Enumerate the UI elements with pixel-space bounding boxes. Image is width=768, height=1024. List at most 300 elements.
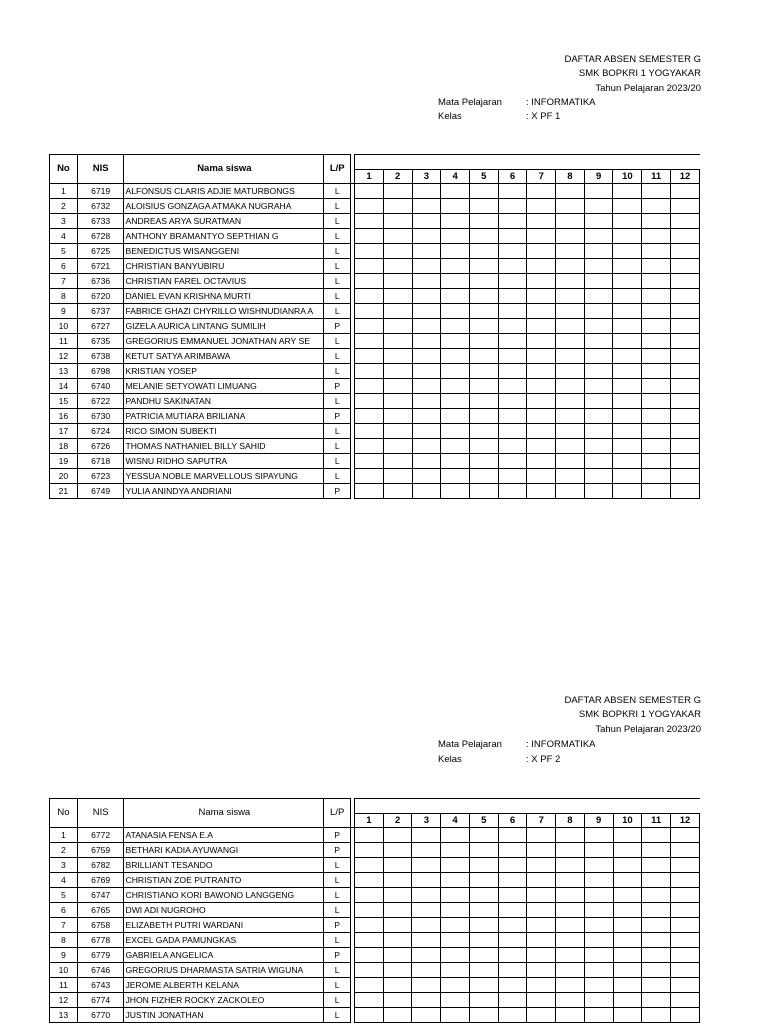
attendance-cell[interactable] [412, 1008, 441, 1023]
attendance-cell[interactable] [671, 349, 700, 364]
attendance-cell[interactable] [441, 843, 470, 858]
attendance-cell[interactable] [527, 963, 556, 978]
attendance-cell[interactable] [383, 274, 412, 289]
attendance-cell[interactable] [527, 319, 556, 334]
attendance-cell[interactable] [671, 199, 700, 214]
attendance-cell[interactable] [441, 304, 470, 319]
attendance-cell[interactable] [584, 409, 613, 424]
attendance-cell[interactable] [584, 469, 613, 484]
attendance-cell[interactable] [671, 918, 700, 933]
attendance-cell[interactable] [383, 454, 412, 469]
attendance-cell[interactable] [469, 184, 498, 199]
attendance-cell[interactable] [469, 304, 498, 319]
attendance-cell[interactable] [556, 903, 585, 918]
attendance-cell[interactable] [412, 199, 441, 214]
attendance-cell[interactable] [642, 843, 671, 858]
attendance-cell[interactable] [383, 963, 412, 978]
attendance-cell[interactable] [556, 214, 585, 229]
attendance-cell[interactable] [671, 963, 700, 978]
attendance-cell[interactable] [441, 873, 470, 888]
attendance-cell[interactable] [412, 184, 441, 199]
attendance-cell[interactable] [355, 184, 384, 199]
attendance-cell[interactable] [441, 978, 470, 993]
attendance-cell[interactable] [412, 843, 441, 858]
attendance-cell[interactable] [527, 903, 556, 918]
attendance-cell[interactable] [527, 304, 556, 319]
attendance-cell[interactable] [613, 259, 642, 274]
attendance-cell[interactable] [556, 424, 585, 439]
attendance-cell[interactable] [383, 439, 412, 454]
attendance-cell[interactable] [527, 948, 556, 963]
attendance-cell[interactable] [469, 843, 498, 858]
attendance-cell[interactable] [498, 244, 527, 259]
attendance-cell[interactable] [613, 454, 642, 469]
attendance-cell[interactable] [469, 858, 498, 873]
attendance-cell[interactable] [527, 454, 556, 469]
attendance-cell[interactable] [469, 484, 498, 499]
attendance-cell[interactable] [642, 289, 671, 304]
attendance-cell[interactable] [556, 289, 585, 304]
attendance-cell[interactable] [613, 933, 642, 948]
attendance-cell[interactable] [584, 184, 613, 199]
attendance-cell[interactable] [613, 379, 642, 394]
attendance-cell[interactable] [671, 289, 700, 304]
attendance-cell[interactable] [383, 469, 412, 484]
attendance-cell[interactable] [671, 873, 700, 888]
attendance-cell[interactable] [556, 933, 585, 948]
attendance-cell[interactable] [441, 903, 470, 918]
attendance-cell[interactable] [527, 289, 556, 304]
attendance-cell[interactable] [613, 244, 642, 259]
attendance-cell[interactable] [383, 858, 412, 873]
attendance-cell[interactable] [412, 828, 441, 843]
attendance-cell[interactable] [556, 858, 585, 873]
attendance-cell[interactable] [671, 244, 700, 259]
attendance-cell[interactable] [383, 379, 412, 394]
attendance-cell[interactable] [527, 828, 556, 843]
attendance-cell[interactable] [527, 888, 556, 903]
attendance-cell[interactable] [556, 199, 585, 214]
attendance-cell[interactable] [613, 304, 642, 319]
attendance-cell[interactable] [412, 469, 441, 484]
attendance-cell[interactable] [355, 394, 384, 409]
attendance-cell[interactable] [671, 214, 700, 229]
attendance-cell[interactable] [412, 274, 441, 289]
attendance-cell[interactable] [469, 244, 498, 259]
attendance-cell[interactable] [584, 963, 613, 978]
attendance-cell[interactable] [441, 484, 470, 499]
attendance-cell[interactable] [383, 304, 412, 319]
attendance-cell[interactable] [584, 1008, 613, 1023]
attendance-cell[interactable] [556, 244, 585, 259]
attendance-cell[interactable] [527, 349, 556, 364]
attendance-cell[interactable] [412, 888, 441, 903]
attendance-cell[interactable] [441, 319, 470, 334]
attendance-cell[interactable] [642, 229, 671, 244]
attendance-cell[interactable] [556, 319, 585, 334]
attendance-cell[interactable] [642, 858, 671, 873]
attendance-cell[interactable] [584, 454, 613, 469]
attendance-cell[interactable] [498, 349, 527, 364]
attendance-cell[interactable] [584, 274, 613, 289]
attendance-cell[interactable] [441, 828, 470, 843]
attendance-cell[interactable] [613, 214, 642, 229]
attendance-cell[interactable] [412, 289, 441, 304]
attendance-cell[interactable] [498, 948, 527, 963]
attendance-cell[interactable] [642, 274, 671, 289]
attendance-cell[interactable] [671, 454, 700, 469]
attendance-cell[interactable] [383, 259, 412, 274]
attendance-cell[interactable] [642, 469, 671, 484]
attendance-cell[interactable] [556, 229, 585, 244]
attendance-cell[interactable] [556, 454, 585, 469]
attendance-cell[interactable] [556, 334, 585, 349]
attendance-cell[interactable] [584, 918, 613, 933]
attendance-cell[interactable] [642, 963, 671, 978]
attendance-cell[interactable] [383, 993, 412, 1008]
attendance-cell[interactable] [527, 394, 556, 409]
attendance-cell[interactable] [441, 334, 470, 349]
attendance-cell[interactable] [441, 933, 470, 948]
attendance-cell[interactable] [613, 424, 642, 439]
attendance-cell[interactable] [355, 214, 384, 229]
attendance-cell[interactable] [498, 828, 527, 843]
attendance-cell[interactable] [642, 1008, 671, 1023]
attendance-cell[interactable] [556, 349, 585, 364]
attendance-cell[interactable] [498, 469, 527, 484]
attendance-cell[interactable] [441, 229, 470, 244]
attendance-cell[interactable] [498, 1008, 527, 1023]
attendance-cell[interactable] [469, 349, 498, 364]
attendance-cell[interactable] [671, 259, 700, 274]
attendance-cell[interactable] [584, 903, 613, 918]
attendance-cell[interactable] [613, 274, 642, 289]
attendance-cell[interactable] [584, 379, 613, 394]
attendance-cell[interactable] [498, 858, 527, 873]
attendance-cell[interactable] [642, 379, 671, 394]
attendance-cell[interactable] [671, 933, 700, 948]
attendance-cell[interactable] [469, 334, 498, 349]
attendance-cell[interactable] [441, 244, 470, 259]
attendance-cell[interactable] [642, 903, 671, 918]
attendance-cell[interactable] [355, 873, 384, 888]
attendance-cell[interactable] [556, 409, 585, 424]
attendance-cell[interactable] [441, 454, 470, 469]
attendance-cell[interactable] [671, 394, 700, 409]
attendance-cell[interactable] [613, 993, 642, 1008]
attendance-cell[interactable] [613, 828, 642, 843]
attendance-cell[interactable] [556, 364, 585, 379]
attendance-cell[interactable] [613, 903, 642, 918]
attendance-cell[interactable] [527, 409, 556, 424]
attendance-cell[interactable] [584, 304, 613, 319]
attendance-cell[interactable] [441, 199, 470, 214]
attendance-cell[interactable] [383, 199, 412, 214]
attendance-cell[interactable] [556, 259, 585, 274]
attendance-cell[interactable] [383, 334, 412, 349]
attendance-cell[interactable] [498, 993, 527, 1008]
attendance-cell[interactable] [642, 319, 671, 334]
attendance-cell[interactable] [412, 933, 441, 948]
attendance-cell[interactable] [498, 933, 527, 948]
attendance-cell[interactable] [584, 828, 613, 843]
attendance-cell[interactable] [355, 963, 384, 978]
attendance-cell[interactable] [383, 349, 412, 364]
attendance-cell[interactable] [498, 214, 527, 229]
attendance-cell[interactable] [498, 304, 527, 319]
attendance-cell[interactable] [498, 484, 527, 499]
attendance-cell[interactable] [613, 349, 642, 364]
attendance-cell[interactable] [498, 888, 527, 903]
attendance-cell[interactable] [556, 439, 585, 454]
attendance-cell[interactable] [527, 199, 556, 214]
attendance-cell[interactable] [441, 409, 470, 424]
attendance-cell[interactable] [527, 993, 556, 1008]
attendance-cell[interactable] [355, 334, 384, 349]
attendance-cell[interactable] [383, 1008, 412, 1023]
attendance-cell[interactable] [498, 199, 527, 214]
attendance-cell[interactable] [671, 1008, 700, 1023]
attendance-cell[interactable] [412, 319, 441, 334]
attendance-cell[interactable] [642, 948, 671, 963]
attendance-cell[interactable] [498, 843, 527, 858]
attendance-cell[interactable] [383, 394, 412, 409]
attendance-cell[interactable] [441, 424, 470, 439]
attendance-cell[interactable] [355, 259, 384, 274]
attendance-cell[interactable] [412, 484, 441, 499]
attendance-cell[interactable] [498, 454, 527, 469]
attendance-cell[interactable] [355, 199, 384, 214]
attendance-cell[interactable] [355, 319, 384, 334]
attendance-cell[interactable] [584, 364, 613, 379]
attendance-cell[interactable] [355, 888, 384, 903]
attendance-cell[interactable] [671, 379, 700, 394]
attendance-cell[interactable] [527, 858, 556, 873]
attendance-cell[interactable] [383, 244, 412, 259]
attendance-cell[interactable] [355, 244, 384, 259]
attendance-cell[interactable] [584, 439, 613, 454]
attendance-cell[interactable] [642, 828, 671, 843]
attendance-cell[interactable] [469, 394, 498, 409]
attendance-cell[interactable] [441, 364, 470, 379]
attendance-cell[interactable] [642, 933, 671, 948]
attendance-cell[interactable] [556, 948, 585, 963]
attendance-cell[interactable] [498, 364, 527, 379]
attendance-cell[interactable] [613, 918, 642, 933]
attendance-cell[interactable] [441, 1008, 470, 1023]
attendance-cell[interactable] [556, 484, 585, 499]
attendance-cell[interactable] [584, 484, 613, 499]
attendance-cell[interactable] [642, 394, 671, 409]
attendance-cell[interactable] [498, 394, 527, 409]
attendance-cell[interactable] [527, 259, 556, 274]
attendance-cell[interactable] [613, 229, 642, 244]
attendance-cell[interactable] [355, 858, 384, 873]
attendance-cell[interactable] [527, 484, 556, 499]
attendance-cell[interactable] [613, 409, 642, 424]
attendance-cell[interactable] [671, 184, 700, 199]
attendance-cell[interactable] [642, 993, 671, 1008]
attendance-cell[interactable] [613, 334, 642, 349]
attendance-cell[interactable] [584, 319, 613, 334]
attendance-cell[interactable] [527, 334, 556, 349]
attendance-cell[interactable] [469, 424, 498, 439]
attendance-cell[interactable] [355, 424, 384, 439]
attendance-cell[interactable] [412, 349, 441, 364]
attendance-cell[interactable] [412, 334, 441, 349]
attendance-cell[interactable] [556, 978, 585, 993]
attendance-cell[interactable] [498, 873, 527, 888]
attendance-cell[interactable] [469, 1008, 498, 1023]
attendance-cell[interactable] [498, 439, 527, 454]
attendance-cell[interactable] [441, 948, 470, 963]
attendance-cell[interactable] [469, 948, 498, 963]
attendance-cell[interactable] [584, 199, 613, 214]
attendance-cell[interactable] [412, 948, 441, 963]
attendance-cell[interactable] [469, 379, 498, 394]
attendance-cell[interactable] [584, 424, 613, 439]
attendance-cell[interactable] [498, 319, 527, 334]
attendance-cell[interactable] [412, 409, 441, 424]
attendance-cell[interactable] [383, 409, 412, 424]
attendance-cell[interactable] [355, 843, 384, 858]
attendance-cell[interactable] [527, 873, 556, 888]
attendance-cell[interactable] [355, 364, 384, 379]
attendance-cell[interactable] [412, 244, 441, 259]
attendance-cell[interactable] [556, 274, 585, 289]
attendance-cell[interactable] [498, 289, 527, 304]
attendance-cell[interactable] [441, 858, 470, 873]
attendance-cell[interactable] [556, 918, 585, 933]
attendance-cell[interactable] [642, 918, 671, 933]
attendance-cell[interactable] [527, 214, 556, 229]
attendance-cell[interactable] [613, 289, 642, 304]
attendance-cell[interactable] [556, 184, 585, 199]
attendance-cell[interactable] [412, 454, 441, 469]
attendance-cell[interactable] [671, 274, 700, 289]
attendance-cell[interactable] [412, 304, 441, 319]
attendance-cell[interactable] [642, 349, 671, 364]
attendance-cell[interactable] [469, 289, 498, 304]
attendance-cell[interactable] [469, 214, 498, 229]
attendance-cell[interactable] [412, 229, 441, 244]
attendance-cell[interactable] [613, 439, 642, 454]
attendance-cell[interactable] [613, 184, 642, 199]
attendance-cell[interactable] [355, 903, 384, 918]
attendance-cell[interactable] [527, 1008, 556, 1023]
attendance-cell[interactable] [412, 379, 441, 394]
attendance-cell[interactable] [383, 843, 412, 858]
attendance-cell[interactable] [383, 933, 412, 948]
attendance-cell[interactable] [556, 304, 585, 319]
attendance-cell[interactable] [671, 229, 700, 244]
attendance-cell[interactable] [383, 828, 412, 843]
attendance-cell[interactable] [613, 199, 642, 214]
attendance-cell[interactable] [441, 274, 470, 289]
attendance-cell[interactable] [412, 858, 441, 873]
attendance-cell[interactable] [441, 439, 470, 454]
attendance-cell[interactable] [556, 963, 585, 978]
attendance-cell[interactable] [355, 289, 384, 304]
attendance-cell[interactable] [671, 304, 700, 319]
attendance-cell[interactable] [412, 903, 441, 918]
attendance-cell[interactable] [642, 873, 671, 888]
attendance-cell[interactable] [355, 454, 384, 469]
attendance-cell[interactable] [671, 484, 700, 499]
attendance-cell[interactable] [498, 963, 527, 978]
attendance-cell[interactable] [584, 349, 613, 364]
attendance-cell[interactable] [671, 439, 700, 454]
attendance-cell[interactable] [642, 259, 671, 274]
attendance-cell[interactable] [642, 214, 671, 229]
attendance-cell[interactable] [642, 199, 671, 214]
attendance-cell[interactable] [441, 918, 470, 933]
attendance-cell[interactable] [383, 184, 412, 199]
attendance-cell[interactable] [383, 888, 412, 903]
attendance-cell[interactable] [412, 978, 441, 993]
attendance-cell[interactable] [469, 828, 498, 843]
attendance-cell[interactable] [642, 454, 671, 469]
attendance-cell[interactable] [383, 978, 412, 993]
attendance-cell[interactable] [469, 409, 498, 424]
attendance-cell[interactable] [584, 978, 613, 993]
attendance-cell[interactable] [671, 469, 700, 484]
attendance-cell[interactable] [613, 364, 642, 379]
attendance-cell[interactable] [469, 319, 498, 334]
attendance-cell[interactable] [584, 933, 613, 948]
attendance-cell[interactable] [498, 379, 527, 394]
attendance-cell[interactable] [642, 334, 671, 349]
attendance-cell[interactable] [613, 469, 642, 484]
attendance-cell[interactable] [383, 424, 412, 439]
attendance-cell[interactable] [355, 484, 384, 499]
attendance-cell[interactable] [498, 918, 527, 933]
attendance-cell[interactable] [584, 873, 613, 888]
attendance-cell[interactable] [355, 918, 384, 933]
attendance-cell[interactable] [584, 858, 613, 873]
attendance-cell[interactable] [671, 424, 700, 439]
attendance-cell[interactable] [498, 978, 527, 993]
attendance-cell[interactable] [498, 903, 527, 918]
attendance-cell[interactable] [441, 184, 470, 199]
attendance-cell[interactable] [613, 948, 642, 963]
attendance-cell[interactable] [613, 888, 642, 903]
attendance-cell[interactable] [584, 214, 613, 229]
attendance-cell[interactable] [383, 484, 412, 499]
attendance-cell[interactable] [584, 259, 613, 274]
attendance-cell[interactable] [441, 289, 470, 304]
attendance-cell[interactable] [469, 439, 498, 454]
attendance-cell[interactable] [527, 274, 556, 289]
attendance-cell[interactable] [527, 364, 556, 379]
attendance-cell[interactable] [642, 244, 671, 259]
attendance-cell[interactable] [671, 334, 700, 349]
attendance-cell[interactable] [355, 229, 384, 244]
attendance-cell[interactable] [613, 484, 642, 499]
attendance-cell[interactable] [527, 244, 556, 259]
attendance-cell[interactable] [469, 199, 498, 214]
attendance-cell[interactable] [412, 259, 441, 274]
attendance-cell[interactable] [584, 244, 613, 259]
attendance-cell[interactable] [441, 469, 470, 484]
attendance-cell[interactable] [412, 424, 441, 439]
attendance-cell[interactable] [469, 978, 498, 993]
attendance-cell[interactable] [642, 424, 671, 439]
attendance-cell[interactable] [469, 364, 498, 379]
attendance-cell[interactable] [469, 993, 498, 1008]
attendance-cell[interactable] [642, 484, 671, 499]
attendance-cell[interactable] [498, 334, 527, 349]
